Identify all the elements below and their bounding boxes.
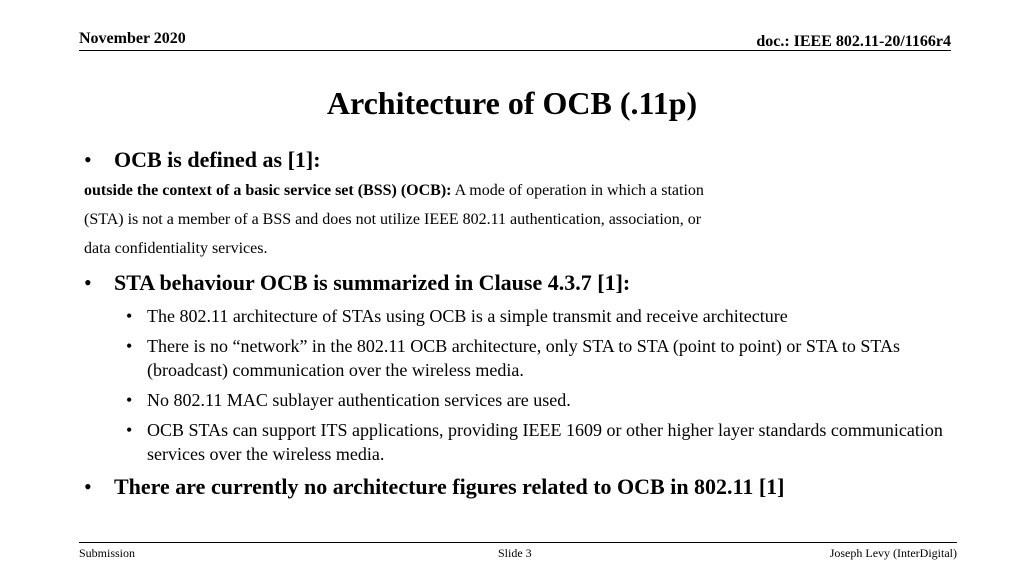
document-id: doc.: IEEE 802.11-20/1166r4 — [756, 33, 951, 50]
slide-number: Slide 3 — [498, 546, 532, 560]
behaviour-item — [84, 418, 964, 466]
bullet-figures-heading — [84, 472, 964, 502]
bullet-icon: • — [84, 270, 92, 295]
behaviour-item — [84, 388, 964, 412]
behaviour-item-text: No 802.11 MAC sublayer authentication services are used. — [147, 390, 571, 410]
footer-divider — [79, 542, 957, 543]
slide-content — [84, 145, 964, 502]
footer-submission: Submission — [79, 546, 136, 560]
definition-line-1-rest: A mode of operation in which a station — [451, 182, 704, 199]
definition-heading-text: OCB is defined as [1]: — [114, 147, 321, 172]
bullet-behaviour-heading — [84, 268, 964, 298]
definition-line-3: data confidentiality services. — [84, 240, 268, 257]
header-divider — [79, 50, 951, 51]
slide-title: Architecture of OCB (.11p) — [326, 85, 698, 121]
bullet-icon: • — [126, 420, 133, 440]
behaviour-item-text: The 802.11 architecture of STAs using OCB is a simple transmit and receive architecture — [147, 306, 788, 326]
definition-term: outside the context of a basic service set (BSS) (OCB): — [84, 182, 452, 199]
bullet-icon: • — [126, 306, 133, 326]
behaviour-item-text: OCB STAs can support ITS applications, providing IEEE 1609 or other higher layer standards communication services over the wireless media. — [147, 420, 943, 464]
definition-line-1 — [84, 176, 964, 205]
behaviour-item — [84, 334, 964, 382]
bullet-icon: • — [126, 336, 133, 356]
figures-heading-text: There are currently no architecture figures related to OCB in 802.11 [1] — [114, 474, 785, 499]
behaviour-list — [84, 304, 964, 466]
definition-text — [84, 176, 964, 263]
behaviour-item — [84, 304, 964, 328]
bullet-definition-heading — [84, 145, 964, 175]
definition-line-2: (STA) is not a member of a BSS and does not utilize IEEE 802.11 authentication, association, or — [84, 211, 702, 228]
behaviour-item-text: There is no “network” in the 802.11 OCB architecture, only STA to STA (point to point) or STA to STAs (broadcast) communication over the wireless media. — [147, 336, 900, 380]
header-date: November 2020 — [79, 30, 186, 47]
behaviour-heading-text: STA behaviour OCB is summarized in Clause 4.3.7 [1]: — [114, 270, 631, 295]
footer-author: Joseph Levy (InterDigital) — [829, 546, 957, 560]
bullet-icon: • — [84, 147, 92, 172]
bullet-icon: • — [84, 474, 92, 499]
bullet-icon: • — [126, 390, 133, 410]
